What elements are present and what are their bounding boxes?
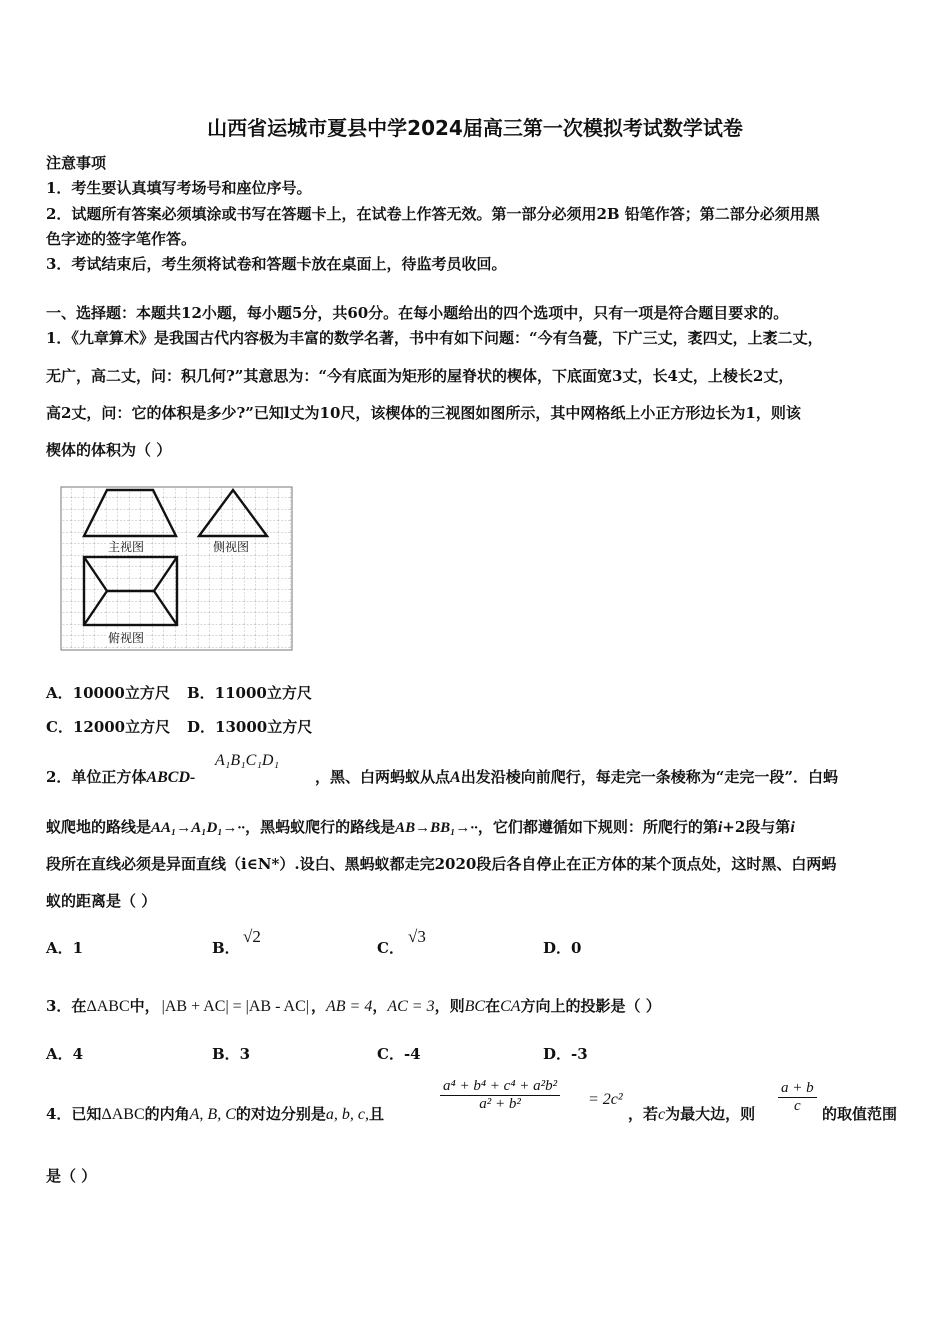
q2-line-1 — [46, 766, 195, 787]
q2-math-a: A — [450, 769, 461, 786]
q4-line-1c: 的取值范围 — [822, 1105, 898, 1123]
q2-math-i: i — [717, 819, 723, 836]
q2-option-d: D．0 — [543, 939, 582, 957]
q3-text: 中， — [129, 997, 160, 1015]
q4-text: 为最大边，则 — [665, 1105, 756, 1123]
q4-text: 4．已知 — [46, 1105, 102, 1123]
q4-text: 且 — [368, 1105, 384, 1123]
q2-option-b-math: √2 — [243, 927, 261, 946]
q3-text: 方向上的投影是（ ） — [520, 997, 661, 1015]
q4-text: ，若 — [628, 1105, 659, 1123]
notice-1: 1．考生要认真填写考场号和座位序号。 — [46, 179, 312, 197]
q3-option-c: C．-4 — [377, 1045, 421, 1063]
q4-rhs: = 2c² — [588, 1091, 623, 1108]
q2-text: ，它们都遵循如下规则：所爬行的第 — [477, 818, 718, 836]
q4-math-sides: a, b, c, — [325, 1106, 369, 1123]
q3-math-vectors: |AB + AC| = |AB - AC| — [161, 998, 309, 1015]
q2-option-c-math: √3 — [408, 927, 426, 946]
side-view-label: 侧视图 — [213, 540, 250, 554]
q3-option-d: D．-3 — [543, 1045, 588, 1063]
q3-math-ab: AB = 4 — [325, 998, 373, 1015]
q2-math-black-path: AB→BB₁→·· — [395, 820, 478, 836]
q3-math-triangle: ΔABC — [86, 998, 130, 1015]
q4-math-triangle: ΔABC — [101, 1106, 145, 1123]
q4-fraction-num: a⁴ + b⁴ + c⁴ + a²b² — [440, 1078, 560, 1096]
q4-text: 的对边分别是 — [235, 1105, 326, 1123]
q2-line-1b — [315, 766, 838, 787]
q4-text: 的内角 — [144, 1105, 190, 1123]
notice-2: 2．试题所有答案必须填涂或书写在答题卡上，在试卷上作答无效。第一部分必须用2B 铅笔作答；第二部分必须用黑 — [46, 205, 820, 223]
q2-text: +2段与第 — [722, 818, 791, 836]
q3-text: 在 — [485, 997, 501, 1015]
q3-text: ， — [372, 997, 388, 1015]
q2-math-abcd: ABCD- — [146, 769, 196, 786]
section-heading: 一、选择题：本题共12小题，每小题5分，共60分。在每小题给出的四个选项中，只有一项是符合题目要求的。 — [46, 304, 789, 322]
q1-option-d: D．13000立方尺 — [187, 718, 313, 736]
q4-line-2: 是（ ） — [46, 1167, 97, 1185]
q3-math-ca: CA — [500, 998, 521, 1015]
q2-text: 蚁爬地的路线是 — [46, 818, 152, 836]
q1-line-4: 楔体的体积为（ ） — [46, 441, 172, 459]
q4-fraction2-num: a + b — [778, 1080, 817, 1098]
q4-fraction-1 — [440, 1078, 560, 1113]
q2-option-a: A．1 — [46, 939, 84, 957]
q1-option-b: B．11000立方尺 — [187, 684, 312, 702]
front-view-label: 主视图 — [108, 540, 145, 554]
q4-line-1 — [46, 1103, 384, 1124]
q1-option-a: A．10000立方尺 — [46, 684, 170, 702]
q2-line-2 — [46, 816, 795, 837]
q4-fraction-2 — [778, 1080, 817, 1115]
notice-2-cont: 色字迹的签字笔作答。 — [46, 230, 197, 248]
q1-option-c: C．12000立方尺 — [46, 718, 171, 736]
q3-text: 3．在 — [46, 997, 87, 1015]
q2-text: ，黑蚂蚁爬行的路线是 — [245, 818, 396, 836]
q3-math-ac: AC = 3 — [387, 998, 435, 1015]
q2-text: 出发沿棱向前爬行，每走完一条棱称为“走完一段”．白蚂 — [460, 768, 838, 786]
q3-option-b: B．3 — [212, 1045, 251, 1063]
q2-option-b: B． — [212, 939, 240, 957]
q2-math-i: i — [790, 819, 795, 836]
three-view-figure — [60, 486, 294, 652]
q1-line-1: 1．《九章算术》是我国古代内容极为丰富的数学名著，书中有如下问题：“今有刍甍，下广三丈，袤四丈，上袤二丈， — [46, 329, 823, 347]
q4-fraction-den: a² + b² — [479, 1096, 521, 1112]
q1-line-3: 高2丈，问：它的体积是多少?”已知l丈为10尺，该楔体的三视图如图所示，其中网格纸上小正方形边长为1，则该 — [46, 404, 801, 422]
q3-math-bc: BC — [464, 998, 486, 1015]
q2-math-white-path: AA₁→A₁D₁→·· — [151, 820, 246, 836]
q4-math-c: c — [658, 1106, 666, 1123]
q1-line-2: 无广，高二丈，问：积几何?”其意思为：“今有底面为矩形的屋脊状的楔体，下底面宽3丈，长4丈，上棱长2丈， — [46, 367, 794, 385]
q3-text: ，则 — [434, 997, 465, 1015]
q2-text: ，黑、白两蚂蚁从点 — [315, 768, 451, 786]
notice-3: 3．考试结束后，考生须将试卷和答题卡放在桌面上，待监考员收回。 — [46, 255, 507, 273]
notice-heading: 注意事项 — [46, 154, 107, 172]
q3-text: ， — [310, 997, 326, 1015]
q4-line-1b — [628, 1103, 755, 1124]
q2-option-c: C． — [377, 939, 404, 957]
three-view-svg — [60, 486, 294, 652]
q4-fraction2-den: c — [793, 1098, 801, 1114]
q2-line-4: 蚁的距离是（ ） — [46, 892, 157, 910]
page-title: 山西省运城市夏县中学2024届高三第一次模拟考试数学试卷 — [207, 116, 743, 140]
q4-math-angles: A, B, C — [189, 1106, 236, 1123]
q3-option-a: A．4 — [46, 1045, 84, 1063]
q2-math-a1b1c1d1: A₁B₁C₁D₁ — [215, 752, 280, 769]
q2-line-3: 段所在直线必须是异面直线（i∈N*）.设白、黑蚂蚁都走完2020段后各自停止在正方体的某个顶点处，这时黑、白两蚂 — [46, 855, 837, 873]
q3-line — [46, 995, 661, 1016]
q2-text: 2．单位正方体 — [46, 768, 147, 786]
top-view-label: 俯视图 — [108, 631, 145, 645]
